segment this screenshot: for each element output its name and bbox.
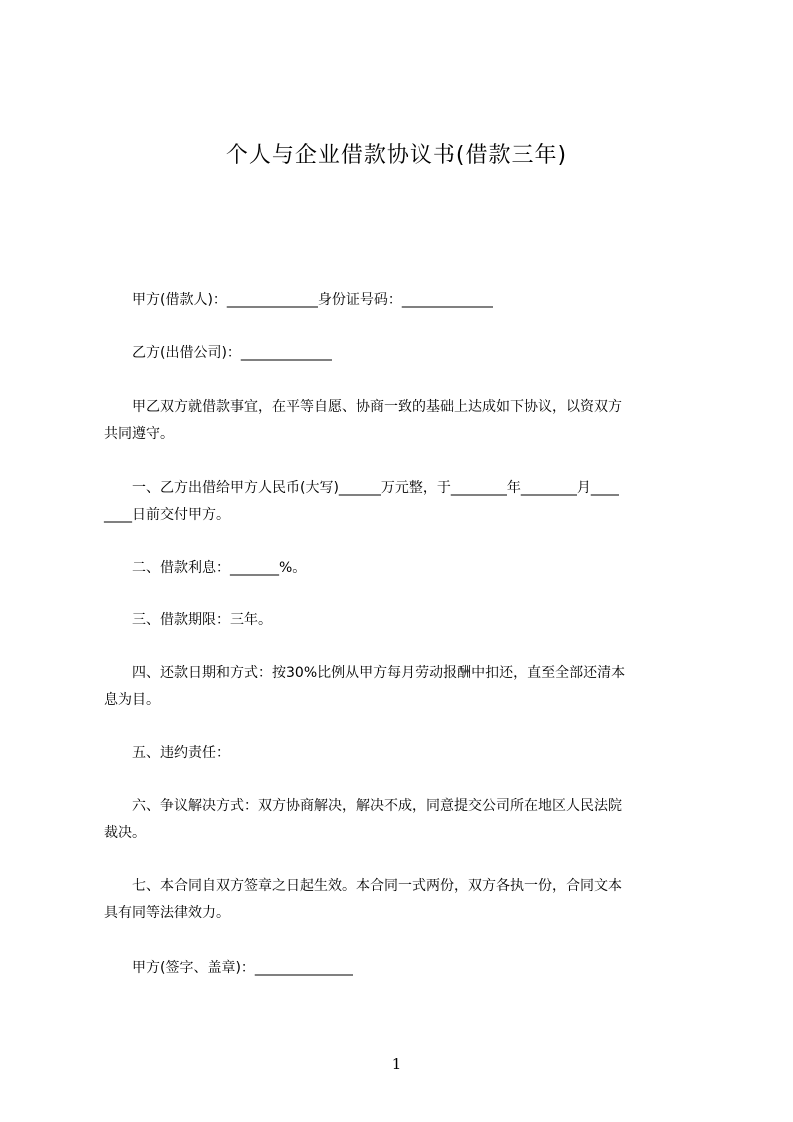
paragraph-line: 甲方(签字、盖章)：______________: [104, 960, 353, 976]
clause-6-dispute: [104, 793, 704, 847]
paragraph-line: 一、乙方出借给甲方人民币(大写)______万元整，于________年________月____: [104, 480, 619, 496]
party-a-borrower: [104, 287, 704, 314]
paragraph-line: 二、借款利息：_______%。: [104, 560, 307, 576]
party-b-lender: [104, 340, 704, 367]
paragraph-line-continued: 共同遵守。: [104, 426, 174, 442]
clause-5-breach: [104, 740, 704, 767]
paragraph-line: 乙方(出借公司)：_____________: [104, 345, 332, 361]
paragraph-line: 六、争议解决方式：双方协商解决，解决不成，同意提交公司所在地区人民法院: [104, 798, 622, 814]
paragraph-line: 甲乙双方就借款事宜，在平等自愿、协商一致的基础上达成如下协议，以资双方: [104, 399, 622, 415]
document-title: 个人与企业借款协议书(借款三年): [225, 143, 568, 168]
paragraph-line: 五、违约责任：: [104, 745, 230, 761]
paragraph-line: 甲方(借款人)：_____________身份证号码：_____________: [104, 292, 493, 308]
page-number: 1: [391, 1055, 402, 1073]
paragraph-line-continued: 裁决。: [104, 825, 146, 841]
paragraph-line-continued: 具有同等法律效力。: [104, 905, 230, 921]
paragraph-line: 四、还款日期和方式：按30%比例从甲方每月劳动报酬中扣还，直至全部还清本: [104, 665, 626, 681]
clause-1-loan-amount: [104, 475, 704, 529]
clause-4-repayment: [104, 660, 704, 714]
paragraph-line-continued: 息为目。: [104, 692, 160, 708]
paragraph-line-continued: ____日前交付甲方。: [104, 507, 230, 523]
paragraph-line: 三、借款期限：三年。: [104, 612, 272, 628]
agreement-intro: [104, 394, 704, 448]
clause-3-term: [104, 607, 704, 634]
clause-2-interest: [104, 555, 704, 582]
party-a-signature: [104, 955, 704, 982]
paragraph-line: 七、本合同自双方签章之日起生效。本合同一式两份，双方各执一份，合同文本: [104, 878, 622, 894]
clause-7-effect: [104, 873, 704, 927]
